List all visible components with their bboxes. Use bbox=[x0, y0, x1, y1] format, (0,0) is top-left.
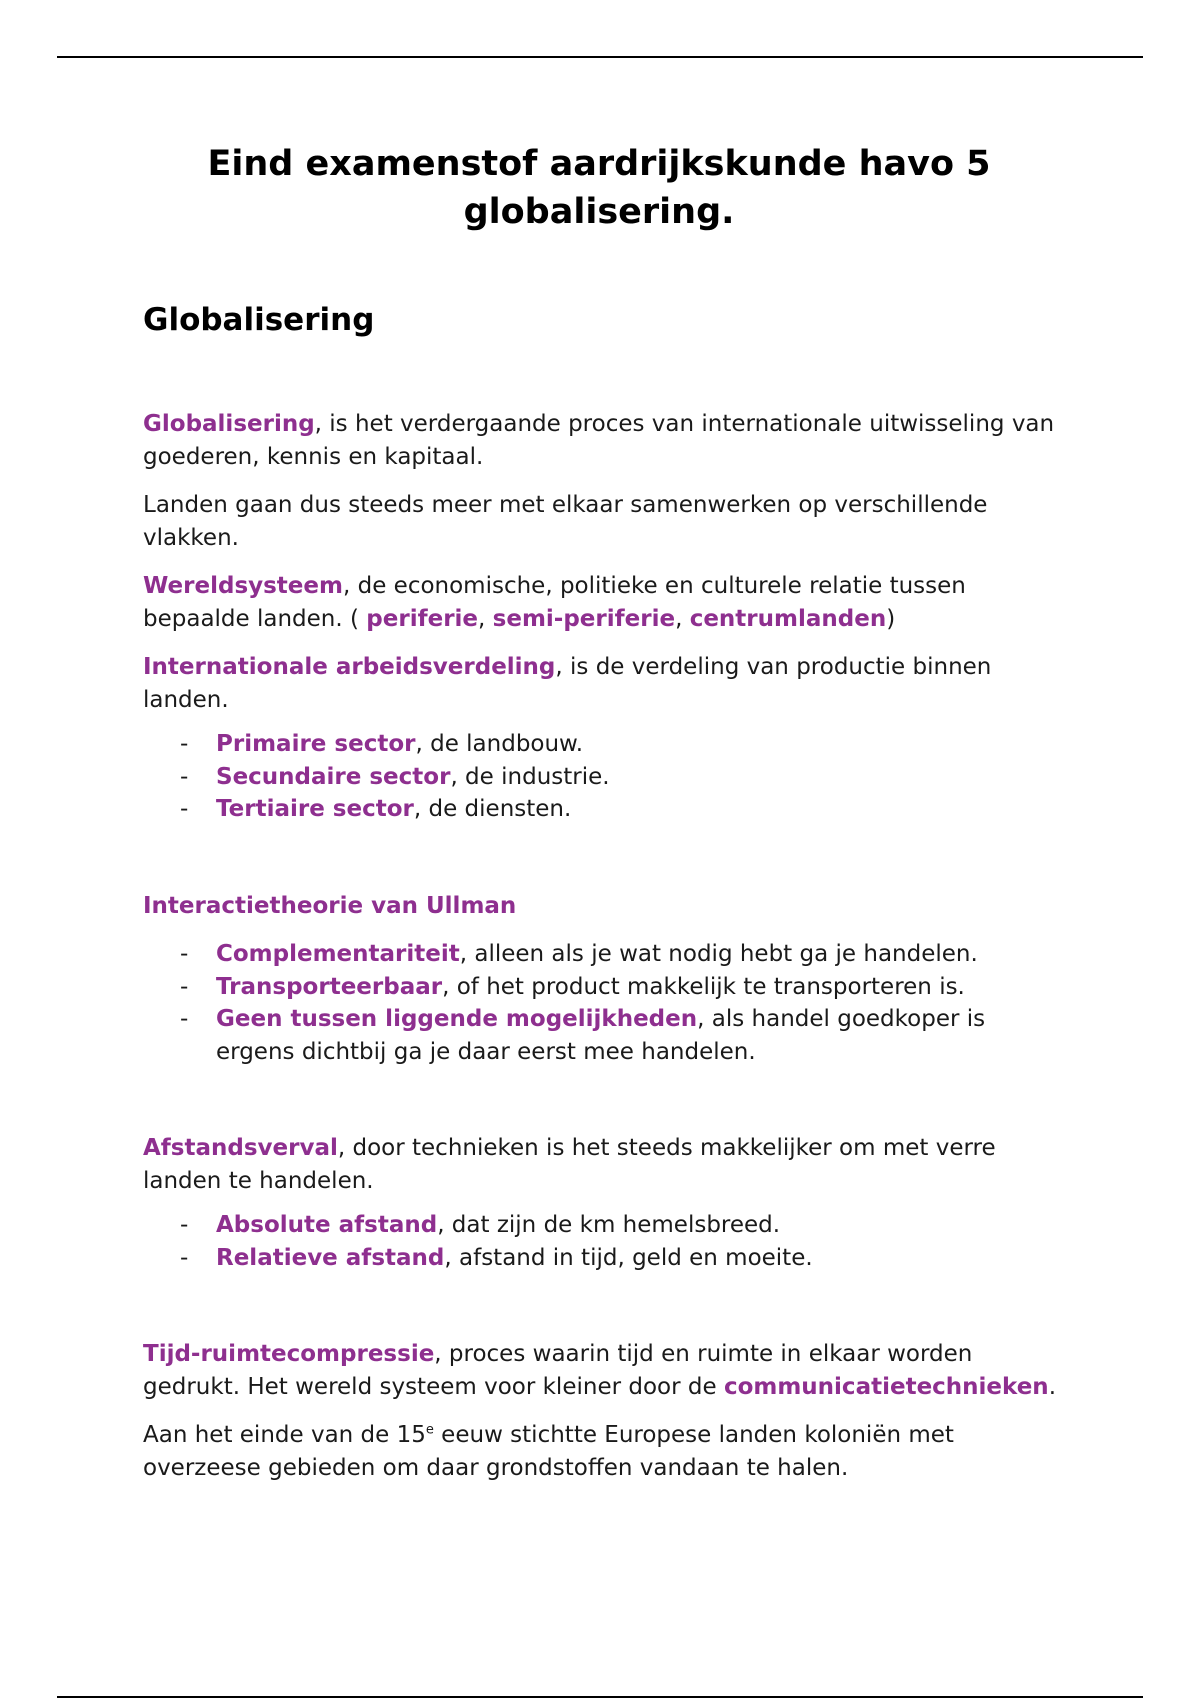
separator: , bbox=[478, 605, 493, 632]
dash-bullet: - bbox=[180, 941, 189, 967]
title-line-2: globalisering. bbox=[463, 192, 735, 232]
bottom-rule bbox=[57, 1696, 1143, 1698]
dash-bullet: - bbox=[180, 763, 189, 790]
list-item bbox=[143, 1209, 1063, 1242]
document-body bbox=[143, 408, 1063, 1500]
dash-bullet: - bbox=[180, 1212, 189, 1238]
paragraph-arbeidsverdeling bbox=[143, 651, 1063, 716]
spacer bbox=[143, 826, 1063, 890]
term-semi-periferie: semi-periferie bbox=[492, 605, 676, 632]
definition-text: , is het verdergaande proces van internationale uitwisseling van goederen, kennis en kapitaal. bbox=[143, 411, 1055, 470]
ullman-list bbox=[143, 938, 1063, 1068]
term-secundaire-sector: Secundaire sector bbox=[216, 763, 451, 790]
paragraph-afstandsverval bbox=[143, 1132, 1063, 1197]
title-line-1: Eind examenstof aardrijkskunde havo 5 bbox=[207, 144, 991, 184]
paragraph-tijd-ruimtecompressie bbox=[143, 1338, 1063, 1403]
text-before: Aan het einde van de 15 bbox=[143, 1422, 426, 1448]
afstand-list bbox=[143, 1209, 1063, 1274]
subheading-ullman bbox=[143, 890, 1063, 923]
dash-bullet: - bbox=[180, 731, 189, 757]
term-periferie: periferie bbox=[366, 605, 479, 632]
sector-list bbox=[143, 728, 1063, 826]
paragraph-landen: Landen gaan dus steeds meer met elkaar samenwerken op verschillende vlakken. bbox=[143, 492, 988, 551]
list-item bbox=[143, 793, 1063, 826]
term-interactietheorie: Interactietheorie van Ullman bbox=[143, 892, 517, 919]
spacer bbox=[143, 1068, 1063, 1132]
definition-text: , proces waarin tijd en ruimte in elkaar worden gedrukt. Het wereld systeem voor kleiner door de bbox=[143, 1341, 973, 1400]
term-communicatietechnieken: communicatietechnieken bbox=[723, 1373, 1049, 1400]
dash-bullet: - bbox=[180, 1244, 189, 1271]
definition-text: , de diensten. bbox=[413, 796, 572, 822]
definition-text: , de industrie. bbox=[450, 763, 610, 790]
term-tertiaire-sector: Tertiaire sector bbox=[216, 796, 414, 822]
list-item bbox=[143, 1003, 1063, 1068]
section-heading: Globalisering bbox=[143, 302, 375, 338]
term-primaire-sector: Primaire sector bbox=[216, 731, 416, 757]
term-globalisering: Globalisering bbox=[143, 411, 315, 437]
term-tijd-ruimtecompressie: Tijd-ruimtecompressie bbox=[143, 1341, 435, 1367]
document-title bbox=[143, 140, 1055, 236]
term-relatieve-afstand: Relatieve afstand bbox=[216, 1244, 445, 1271]
definition-text: , is de verdeling van productie binnen landen. bbox=[143, 654, 992, 713]
list-item bbox=[143, 728, 1063, 761]
list-item bbox=[143, 761, 1063, 794]
definition-text: , de economische, politieke en culturele relatie tussen bepaalde landen. ( bbox=[143, 573, 966, 632]
definition-text: , als handel goedkoper is ergens dichtbij ga je daar eerst mee handelen. bbox=[216, 1006, 986, 1065]
paragraph-globalisering bbox=[143, 408, 1063, 473]
term-geen-tussen-liggende-mogelijkheden: Geen tussen liggende mogelijkheden bbox=[216, 1006, 698, 1032]
definition-text: , alleen als je wat nodig hebt ga je handelen. bbox=[459, 941, 978, 967]
term-afstandsverval: Afstandsverval bbox=[143, 1135, 338, 1161]
separator: , bbox=[675, 605, 690, 632]
term-arbeidsverdeling: Internationale arbeidsverdeling bbox=[143, 654, 556, 680]
term-absolute-afstand: Absolute afstand bbox=[216, 1212, 438, 1238]
text-after: eeuw stichtte Europese landen koloniën met overzeese gebieden om daar grondstoffen vandaan te halen. bbox=[143, 1422, 954, 1481]
paragraph-kolonien bbox=[143, 1419, 1063, 1484]
term-wereldsysteem: Wereldsysteem bbox=[143, 573, 343, 599]
definition-text: , door technieken is het steeds makkelijker om met verre landen te handelen. bbox=[143, 1135, 996, 1194]
list-item bbox=[143, 971, 1063, 1004]
definition-text: , de landbouw. bbox=[415, 731, 584, 757]
dash-bullet: - bbox=[180, 1006, 189, 1032]
definition-text: , afstand in tijd, geld en moeite. bbox=[444, 1244, 813, 1271]
dash-bullet: - bbox=[180, 973, 189, 1000]
closing-paren: ) bbox=[886, 605, 896, 632]
period: . bbox=[1048, 1373, 1056, 1400]
spacer bbox=[143, 1274, 1063, 1338]
top-rule bbox=[57, 56, 1143, 58]
superscript-e: e bbox=[425, 1422, 434, 1438]
dash-bullet: - bbox=[180, 796, 189, 822]
list-item bbox=[143, 938, 1063, 971]
term-centrumlanden: centrumlanden bbox=[689, 605, 887, 632]
definition-text: , dat zijn de km hemelsbreed. bbox=[437, 1212, 781, 1238]
term-transporteerbaar: Transporteerbaar bbox=[216, 973, 443, 1000]
list-item bbox=[143, 1242, 1063, 1275]
paragraph-wereldsysteem bbox=[143, 570, 1063, 635]
definition-text: , of het product makkelijk te transporteren is. bbox=[442, 973, 965, 1000]
term-complementariteit: Complementariteit bbox=[216, 941, 460, 967]
